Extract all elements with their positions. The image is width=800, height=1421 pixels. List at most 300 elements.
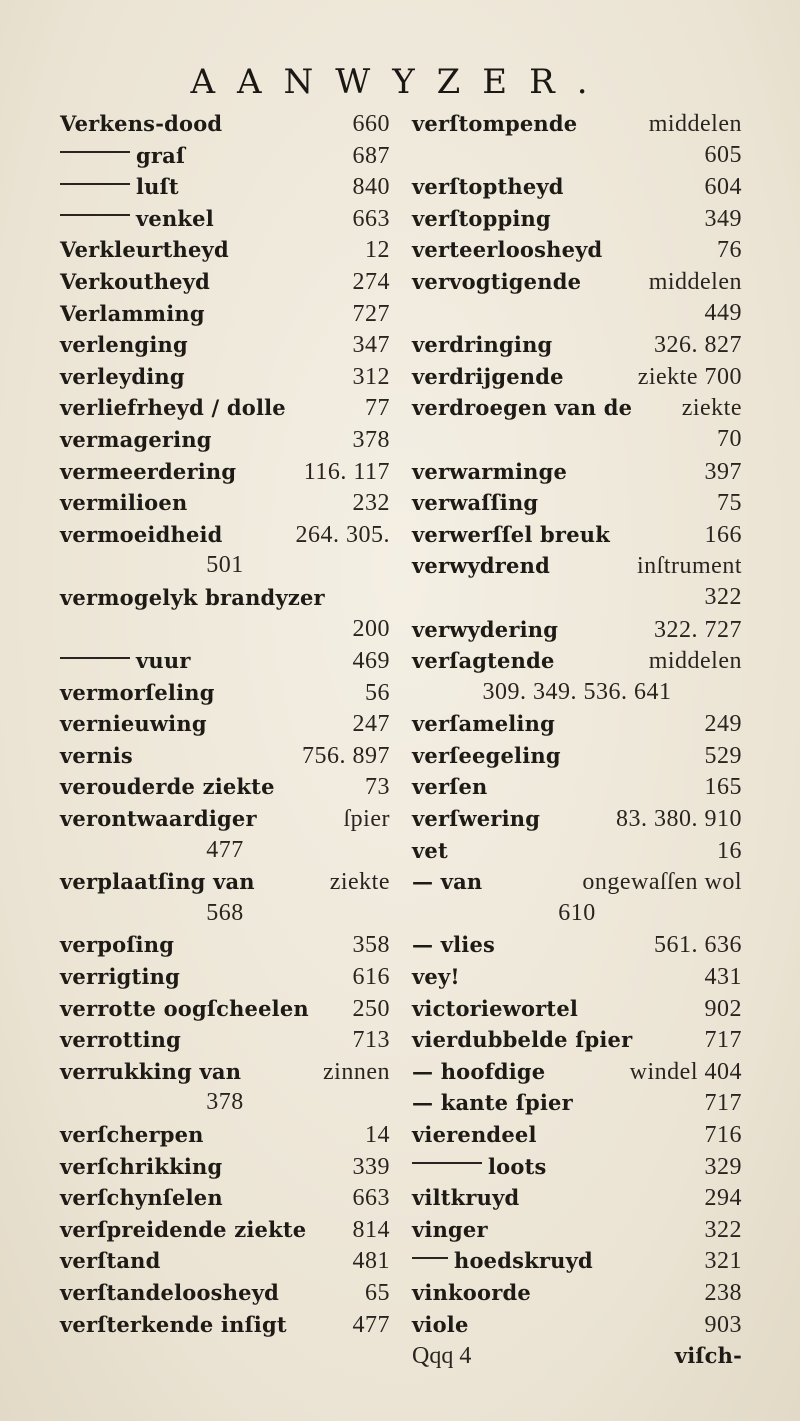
index-entry (412, 456, 742, 488)
index-entry (60, 1277, 390, 1309)
ditto-dash (60, 183, 130, 185)
index-entry (60, 1182, 390, 1214)
page-number: 663 (352, 1185, 390, 1212)
page-number: 616 (352, 964, 390, 991)
entry-term (412, 1056, 545, 1088)
index-entry (412, 961, 742, 993)
page-number: middelen (648, 648, 742, 675)
entry-term (60, 1309, 287, 1341)
page-number: 70 (717, 425, 742, 452)
entry-term-text: vierdubbelde ſpier (412, 1027, 633, 1053)
entry-term-text: verſchynſelen (60, 1185, 223, 1211)
page-number: 477 (206, 836, 244, 863)
index-entry (60, 203, 390, 235)
entry-term-text: Verlamming (60, 300, 205, 326)
entry-term-text: loots (488, 1153, 547, 1179)
page-number: 247 (352, 711, 390, 738)
entry-term-text: vermeerdering (60, 458, 237, 484)
page-number: 76 (717, 237, 742, 264)
index-entry (412, 519, 742, 551)
index-entry (412, 487, 742, 519)
page-number: ongewaſſen wol (582, 869, 742, 896)
index-entry (412, 677, 742, 709)
entry-term-text: Verkens-dood (60, 111, 223, 136)
entry-term-text: — kante ſpier (412, 1090, 573, 1116)
index-entry (412, 1214, 742, 1246)
entry-term-text: vinger (412, 1216, 488, 1242)
entry-term-text: verwarminge (412, 458, 568, 484)
entry-term-text: verſen (412, 774, 488, 800)
page-number: 501 (206, 552, 244, 579)
entry-term (412, 708, 555, 740)
index-entry (60, 582, 390, 614)
page-number: ziekte 700 (637, 363, 742, 390)
page-number: 73 (365, 774, 390, 801)
entry-term (412, 929, 495, 961)
page-number: 321 (704, 1248, 742, 1275)
page-number: 238 (704, 1279, 742, 1306)
index-entry (412, 835, 742, 867)
entry-term (412, 329, 552, 361)
entry-term-text: venkel (136, 205, 214, 231)
page-number: 309. 349. 536. 641 (482, 678, 672, 705)
entry-term-text: verontwaardiger (60, 806, 257, 832)
entry-term (412, 550, 550, 582)
page-number: 75 (717, 490, 742, 517)
page-number: 232 (352, 490, 390, 517)
entry-term (412, 835, 448, 867)
page-number: 840 (352, 174, 390, 201)
entry-term (60, 771, 275, 803)
index-entry (412, 1024, 742, 1056)
entry-term-text: viltkruyd (412, 1185, 520, 1211)
entry-term (412, 1119, 537, 1151)
footer-line (412, 1340, 742, 1372)
entry-term (60, 1024, 181, 1056)
index-entry (60, 140, 390, 172)
index-entry (412, 108, 742, 140)
page-number: 449 (704, 299, 742, 326)
entry-term (412, 614, 558, 646)
index-entry (60, 898, 390, 930)
entry-term (60, 740, 133, 772)
index-entry (412, 740, 742, 772)
index-entry (60, 993, 390, 1025)
page-number: 347 (352, 332, 390, 359)
entry-term (60, 866, 255, 898)
entry-term-text: vernis (60, 742, 133, 768)
ditto-dash (60, 151, 130, 153)
index-entry (412, 1309, 742, 1341)
entry-term-text: verſchrikking (60, 1153, 223, 1179)
entry-term-text: verſtoptheyd (412, 174, 564, 200)
page-number: 605 (704, 141, 742, 168)
entry-term-text: vuur (136, 648, 191, 674)
entry-term (60, 361, 185, 393)
page-number: 166 (704, 521, 742, 548)
entry-term (60, 582, 325, 614)
entry-term-text: vermilioen (60, 490, 188, 516)
index-entry (60, 771, 390, 803)
page-number: 322 (704, 1216, 742, 1243)
index-entry (60, 519, 390, 551)
index-entry (412, 803, 742, 835)
page-number: 329 (704, 1153, 742, 1180)
entry-term-text: verwaſſing (412, 490, 539, 516)
index-entry (412, 614, 742, 646)
entry-term (412, 203, 551, 235)
entry-term-text: verpoſing (60, 932, 175, 958)
entry-term-text: Verkleurtheyd (60, 237, 229, 263)
page-number: 83. 380. 910 (616, 806, 742, 833)
entry-term-text: verrigting (60, 964, 180, 990)
entry-term-text: verſwering (412, 806, 541, 832)
entry-term (412, 487, 538, 519)
entry-term-text: Verkoutheyd (60, 268, 211, 294)
entry-term-text: verteerloosheyd (412, 237, 603, 263)
entry-term (412, 1277, 531, 1309)
entry-term-text: vet (412, 837, 448, 863)
page-number: 469 (352, 648, 390, 675)
index-entry (60, 1056, 390, 1088)
page-number: 165 (704, 774, 742, 801)
page-number: 249 (704, 711, 742, 738)
entry-term (412, 1024, 632, 1056)
index-entry (60, 1151, 390, 1183)
entry-term (60, 266, 210, 298)
index-entry (60, 550, 390, 582)
entry-term (60, 961, 180, 993)
index-entry (60, 645, 390, 677)
page-number: 116. 117 (303, 458, 390, 485)
index-entry (412, 866, 742, 898)
entry-term-text: verwydering (412, 616, 559, 642)
page-number: 716 (704, 1122, 742, 1148)
entry-term-text: verſterkende inſigt (60, 1311, 287, 1337)
index-entry (60, 835, 390, 867)
entry-term-text: verſtopping (412, 205, 551, 231)
entry-term-text: vermogelyk brandyzer (60, 584, 325, 610)
entry-term (412, 266, 581, 298)
page-number: 14 (365, 1122, 390, 1148)
page-number: 529 (704, 742, 742, 769)
index-entry (412, 582, 742, 614)
entry-term (60, 392, 286, 424)
ditto-dash (412, 1162, 482, 1164)
index-entry (412, 234, 742, 266)
entry-term (60, 1056, 241, 1088)
page-number: middelen (648, 111, 742, 137)
index-entry (60, 456, 390, 488)
page-number: middelen (648, 268, 742, 295)
entry-term (412, 1182, 519, 1214)
page-number: 477 (352, 1311, 390, 1338)
page-number: 727 (352, 300, 390, 327)
entry-term (60, 108, 222, 140)
page-number: 294 (704, 1185, 742, 1212)
ditto-dash (60, 214, 130, 216)
index-entry (412, 1119, 742, 1151)
page-number: 322. 727 (654, 616, 742, 643)
page-number: 378 (206, 1089, 244, 1116)
index-entry (60, 329, 390, 361)
page-number: 339 (352, 1153, 390, 1180)
entry-term-text: verdringing (412, 332, 553, 358)
entry-term (412, 866, 482, 898)
entry-term-text: verſtand (60, 1248, 161, 1274)
page-number: 250 (352, 995, 390, 1022)
index-entry (412, 1087, 742, 1119)
entry-term (412, 1151, 547, 1183)
page-number: 349 (704, 205, 742, 232)
page-number: 274 (352, 268, 390, 295)
entry-term (60, 1245, 161, 1277)
index-entry (412, 1182, 742, 1214)
entry-term-text: vinkoorde (412, 1279, 531, 1305)
page-number: 264. 305. (295, 521, 390, 548)
page-number: 397 (704, 458, 742, 485)
index-entry (60, 1214, 390, 1246)
entry-term (60, 424, 212, 456)
index-entry (60, 298, 390, 330)
entry-term-text: verdrĳgende (412, 363, 564, 389)
entry-term (412, 645, 555, 677)
signature-mark: Qqq 4 (412, 1343, 472, 1370)
entry-term (412, 771, 488, 803)
index-entry (60, 392, 390, 424)
entry-term (60, 803, 257, 835)
entry-term (60, 645, 191, 677)
entry-term (60, 993, 309, 1025)
entry-term (412, 108, 577, 140)
entry-term-text: graſ (136, 142, 186, 168)
page-number: 604 (704, 174, 742, 201)
entry-term (60, 1119, 204, 1151)
page-number: 717 (704, 1027, 742, 1054)
entry-term (412, 361, 564, 393)
entry-term-text: verleyding (60, 363, 185, 389)
entry-term (412, 392, 632, 424)
ditto-dash (60, 657, 130, 659)
entry-term-text: verrotte oogſcheelen (60, 995, 309, 1021)
entry-term-text: vermoeidheid (60, 521, 223, 547)
entry-term (60, 140, 185, 172)
entry-term-text: — hoofdige (412, 1058, 546, 1084)
page-number: zinnen (323, 1058, 390, 1085)
index-entry (412, 171, 742, 203)
index-entry (60, 740, 390, 772)
index-entry (60, 961, 390, 993)
page-number: 200 (352, 615, 390, 642)
index-entry (60, 929, 390, 961)
index-entry (412, 645, 742, 677)
entry-term-text: verrotting (60, 1027, 182, 1053)
index-entry (60, 361, 390, 393)
entry-term (412, 1087, 573, 1119)
page-number: 717 (704, 1090, 742, 1117)
index-entry (412, 266, 742, 298)
index-entry (60, 677, 390, 709)
entry-term-text: verliefrheyd / dolle (60, 395, 286, 421)
entry-term (412, 740, 561, 772)
entry-term (412, 803, 540, 835)
index-entry (412, 550, 742, 582)
entry-term-text: verſagtende (412, 648, 555, 674)
page-number: 12 (365, 237, 390, 264)
index-entry (412, 392, 742, 424)
entry-term-text: verſcherpen (60, 1122, 204, 1147)
entry-term (412, 519, 610, 551)
page-number: ſpier (343, 806, 390, 833)
page-number: windel 404 (629, 1058, 742, 1085)
entry-term-text: vervogtigende (412, 268, 582, 294)
entry-term-text: vey! (412, 964, 460, 990)
entry-term (412, 171, 564, 203)
entry-term-text: verſtompende (412, 111, 578, 136)
page-number: 756. 897 (302, 742, 390, 769)
entry-term (60, 708, 207, 740)
entry-term (60, 234, 229, 266)
index-entry (60, 866, 390, 898)
index-entry (60, 234, 390, 266)
entry-term (412, 234, 602, 266)
index-entry (412, 1151, 742, 1183)
entry-term (60, 298, 205, 330)
index-entry (412, 361, 742, 393)
entry-term (60, 487, 187, 519)
index-entry (412, 424, 742, 456)
page-number: 561. 636 (654, 932, 742, 959)
entry-term-text: vierendeel (412, 1122, 537, 1147)
entry-term (412, 961, 460, 993)
entry-term (60, 456, 236, 488)
page-number: 378 (352, 426, 390, 453)
entry-term (60, 1277, 279, 1309)
entry-term-text: viole (412, 1311, 469, 1337)
index-entry (60, 1087, 390, 1119)
index-entry (60, 266, 390, 298)
entry-term (60, 1182, 223, 1214)
entry-term (60, 677, 215, 709)
index-entry (412, 329, 742, 361)
entry-term-text: vermorſeling (60, 679, 215, 705)
entry-term (60, 929, 174, 961)
page-number: 660 (352, 111, 390, 137)
entry-term (60, 329, 188, 361)
index-entry (412, 298, 742, 330)
index-entry (60, 487, 390, 519)
index-entry (412, 771, 742, 803)
page-number: 431 (704, 964, 742, 991)
index-entry (412, 203, 742, 235)
entry-term-text: verſpreidende ziekte (60, 1216, 307, 1242)
index-entry (412, 993, 742, 1025)
page-number: 481 (352, 1248, 390, 1275)
page-number: 322 (704, 583, 742, 610)
entry-term-text: — vlies (412, 932, 496, 958)
entry-term-text: verouderde ziekte (60, 774, 275, 800)
page-number: 568 (206, 899, 244, 926)
page-number: ziekte (329, 869, 390, 896)
page-number: ziekte (681, 395, 742, 422)
page-number: 16 (717, 837, 742, 864)
entry-term (60, 1151, 222, 1183)
catchword: viſch- (674, 1343, 742, 1369)
entry-term-text: verſameling (412, 711, 555, 737)
index-entry (60, 1119, 390, 1151)
index-entry (60, 803, 390, 835)
entry-term-text: hoedskruyd (454, 1248, 593, 1274)
entry-term-text: verrukking van (60, 1058, 242, 1084)
index-entry (60, 1245, 390, 1277)
index-entry (412, 140, 742, 172)
right-column (412, 108, 742, 1372)
entry-term-text: verplaatſing van (60, 869, 255, 895)
index-entry (412, 1277, 742, 1309)
index-entry (412, 1056, 742, 1088)
entry-term (412, 456, 567, 488)
entry-term (60, 1214, 306, 1246)
entry-term (60, 203, 214, 235)
page-number: 65 (365, 1279, 390, 1306)
index-entry (60, 1024, 390, 1056)
page-number: 663 (352, 205, 390, 232)
page-number: 814 (352, 1216, 390, 1243)
entry-term-text: verwydrend (412, 553, 550, 579)
page-number: inſtrument (637, 553, 742, 580)
index-entry (60, 171, 390, 203)
entry-term-text: luſt (136, 174, 179, 200)
entry-term-text: verdroegen van de (412, 395, 633, 421)
page-number: 610 (558, 899, 596, 926)
index-entry (412, 898, 742, 930)
index-entry (60, 614, 390, 646)
entry-term-text: vermagering (60, 426, 212, 452)
entry-term-text: verſeegeling (412, 742, 561, 768)
index-entry (60, 708, 390, 740)
left-column (60, 108, 390, 1340)
entry-term (412, 1214, 488, 1246)
index-entry (60, 1309, 390, 1341)
entry-term-text: verlenging (60, 332, 188, 358)
entry-term-text: victoriewortel (412, 995, 579, 1021)
page-number: 326. 827 (654, 332, 742, 359)
page-number: 56 (365, 679, 390, 706)
index-entry (60, 108, 390, 140)
entry-term (412, 1309, 469, 1341)
entry-term-text: verſtandeloosheyd (60, 1279, 280, 1305)
entry-term-text: verwerſſel breuk (412, 521, 610, 547)
entry-term-text: — van (412, 869, 483, 895)
index-entry (412, 1245, 742, 1277)
entry-term (60, 171, 179, 203)
entry-term (412, 993, 578, 1025)
entry-term (60, 519, 223, 551)
page-number: 358 (352, 932, 390, 959)
page-number: 903 (704, 1311, 742, 1338)
ditto-dash (412, 1257, 448, 1259)
page-heading: AANWYZER. (190, 62, 610, 102)
page-number: 687 (352, 142, 390, 169)
index-entry (412, 708, 742, 740)
page-number: 902 (704, 995, 742, 1022)
page-number: 713 (352, 1027, 390, 1054)
index-entry (60, 424, 390, 456)
entry-term-text: vernieuwing (60, 711, 207, 737)
page-number: 77 (365, 395, 390, 422)
entry-term (412, 1245, 593, 1277)
index-entry (412, 929, 742, 961)
